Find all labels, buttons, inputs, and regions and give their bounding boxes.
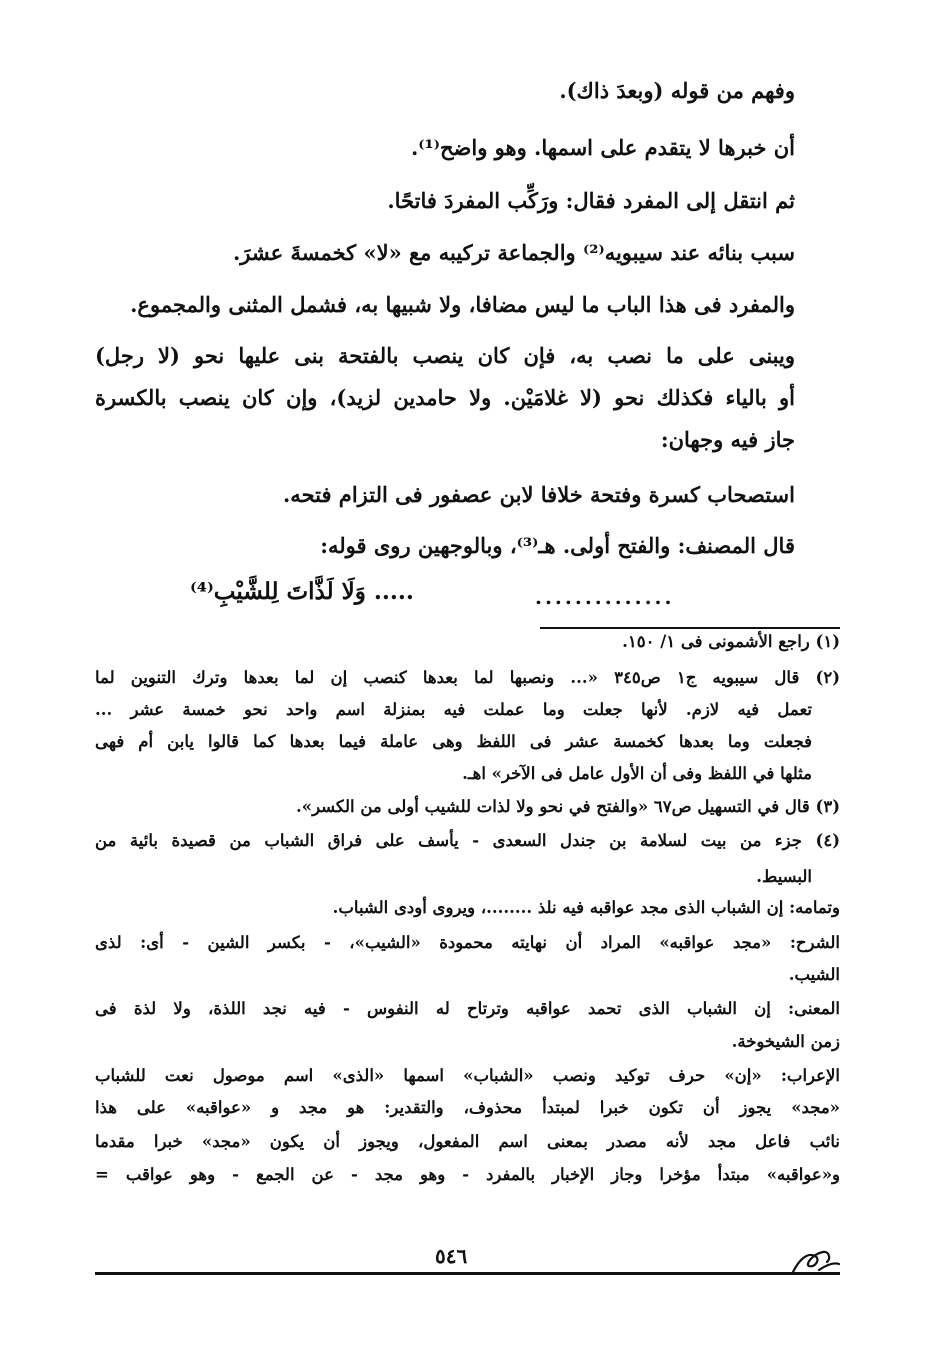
footnote-line: وتمامه: إن الشباب الذى مجد عواقبه فيه نلذ ........، ويروى أودى الشباب.: [332, 898, 840, 917]
footnote-line: الإعراب: «إن» حرف توكيد ونصب «الشباب» اسمها «الذى» اسم موصول نعت للشباب: [95, 1066, 840, 1085]
text-line: والمفرد فى هذا الباب ما ليس مضافا، ولا شبيها به، فشمل المثنى والمجموع.: [130, 292, 795, 317]
footnote-line: البسيط.: [756, 867, 812, 886]
footnote-line: زمن الشيخوخة.: [731, 1032, 840, 1051]
text-line: أو بالياء فكذلك نحو (لا غلامَيْن. ولا حامدين لزيد)، وإن كان ينصب بالكسرة: [95, 385, 795, 410]
footnote-line: (٣) قال في التسهيل ص٦٧ «والفتح في نحو ولا لذات للشيب أولى من الكسر».: [296, 797, 840, 816]
text-line: وفهم من قوله (وبعدَ ذاك).: [559, 78, 795, 103]
footnote-line: فجعلت وما بعدها كخمسة عشر فى اللفظ وهى عاملة فيما بعدها كما قالوا يابن أم فهى: [95, 732, 812, 751]
footnote-line: و«عواقبه» مبتدأ مؤخرا وجاز الإخبار بالمفرد - وهو مجد - عن الجمع - وهو عواقب =: [95, 1165, 840, 1184]
text-line: سبب بنائه عند سيبويه⁽²⁾ والجماعة تركيبه مع «لا» كخمسةَ عشرَ.: [233, 240, 795, 265]
text-line: ثم انتقل إلى المفرد فقال: ورَكِّب المفردَ فاتحًا.: [387, 188, 795, 213]
footnote-line: الشيب.: [788, 965, 840, 984]
bottom-rule: [95, 1272, 840, 1275]
footnote-line: نائب فاعل مجد لأنه مصدر بمعنى اسم المفعول، ويجوز أن يكون «مجد» خبرا مقدما: [95, 1132, 840, 1151]
footnote-line: مثلها في اللفظ وفى أن الأول عامل فى الآخر» اهـ.: [462, 764, 812, 783]
verse-fragment: ..... وَلَا لَذَّاتَ لِلشَّيْبِ⁽⁴⁾: [190, 578, 414, 605]
verse-ellipsis: ..............: [535, 585, 675, 609]
footnote-line: (٢) قال سيبويه ج١ ص٣٤٥ «... ونصبها لما بعدها كنصب إن لما بعدها وترك التنوين لما: [95, 668, 841, 687]
text-line: قال المصنف: والفتح أولى. هـ⁽³⁾، وبالوجهين روى قوله:: [320, 533, 795, 558]
footnote-line: (١) راجع الأشمونى فى ١/ ١٥٠.: [622, 632, 840, 651]
footnote-line: «مجد» يجوز أن تكون خبرا لمبتدأ محذوف، والتقدير: هو مجد و «عواقبه» على هذا: [95, 1098, 840, 1117]
footnote-line: المعنى: إن الشباب الذى تحمد عواقبه وترتاح له النفوس - فيه نجد اللذة، ولا لذة فى: [95, 999, 840, 1018]
footnote-separator: [540, 627, 840, 629]
text-line: جاز فيه وجهان:: [660, 427, 795, 452]
page-number: ٥٤٦: [435, 1244, 468, 1268]
footnote-line: تعمل فيه لازم. لأنها جعلت وما عملت فيه بمنزلة اسم واحد نحو خمسة عشر ...: [95, 700, 812, 719]
footnote-line: (٤) جزء من بيت لسلامة بن جندل السعدى - يأسف على فراق الشباب من قصيدة بائية من: [95, 831, 840, 850]
text-line: ويبنى على ما نصب به، فإن كان ينصب بالفتحة بنى عليها نحو (لا رجل): [95, 343, 795, 368]
text-line: أن خبرها لا يتقدم على اسمها. وهو واضح⁽¹⁾.: [410, 135, 795, 160]
text-line: استصحاب كسرة وفتحة خلافا لابن عصفور فى التزام فتحه.: [283, 482, 795, 507]
footnote-line: الشرح: «مجد عواقبه» المراد أن نهايته محمودة «الشيب»، - بكسر الشين - أى: لذى: [95, 933, 840, 952]
